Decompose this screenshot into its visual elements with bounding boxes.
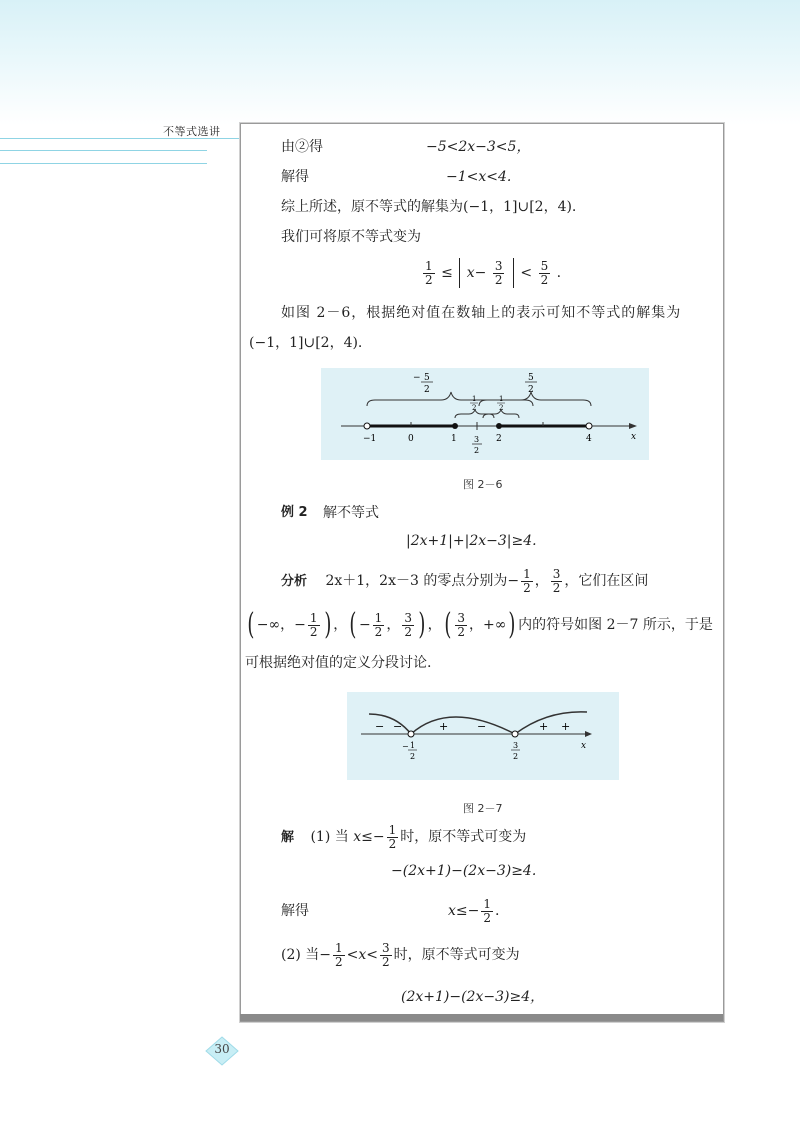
fraction-numerator: 5 (528, 373, 534, 383)
fraction-denominator: 2 (474, 446, 480, 455)
fraction: $\frac{1}{2}$ (335, 940, 343, 969)
open-point (408, 731, 414, 737)
text-line: 综上所述，原不等式的解集为(−1，1]∪[2，4). (281, 199, 577, 215)
interval-line: ( −∞，− $\frac{1}{2}$ ) ，( − $\frac{1}{2}$ ， $\frac{3}{2}$ ) ，( $\frac{3}{2}$ ，+∞) 内的符号如图 2－7 所示，于是 (247, 607, 713, 642)
tick-label: −1 (363, 434, 377, 444)
example-label: 例 2 (281, 505, 308, 520)
panel-bottom-bar (240, 1014, 723, 1021)
fraction: $\frac{3}{2}$ (404, 610, 412, 639)
sign-chart-diagram (347, 692, 619, 780)
abs-bar (459, 258, 460, 288)
tick-label: 0 (408, 434, 414, 444)
section-header: 不等式选讲 (163, 125, 221, 138)
number-line-diagram (321, 368, 649, 460)
fraction: $\frac{1}{2}$ (309, 610, 318, 639)
figure-2-6 (321, 368, 649, 460)
axis-arrow (585, 731, 592, 737)
fraction: $\frac{1}{2}$ (523, 566, 531, 595)
fraction-numerator: 1 (499, 395, 504, 403)
fraction: $\frac{3}{2}$ (382, 940, 390, 969)
open-point (364, 423, 370, 429)
math-expression: (2x+1)−(2x−3)≥4， (401, 989, 545, 1005)
open-point (586, 423, 592, 429)
fraction: $\frac{3}{2}$ (494, 258, 503, 287)
abs-bar (513, 258, 514, 288)
fraction-denominator: 2 (472, 404, 477, 412)
figure-caption: 图 2－6 (463, 478, 503, 491)
header-rule (0, 138, 240, 139)
text-line: 解得 (281, 169, 309, 185)
fraction: $\frac{3}{2}$ (457, 610, 466, 639)
fraction-sign: − (402, 742, 409, 751)
solution-line: 解 (1) 当 x≤− $\frac{1}{2}$ 时，原不等式可变为 (281, 822, 527, 851)
open-point (512, 731, 518, 737)
text-line: 可根据绝对值的定义分段讨论. (245, 655, 432, 671)
brace-right (479, 392, 591, 406)
sign-label: + (539, 720, 549, 733)
math-expression: −(2x+1)−(2x−3)≥4. (391, 863, 537, 879)
display-equation: $\frac{1}{2}$ ≤ x− $\frac{3}{2}$ < $\frac{5}{2}$ . (425, 258, 562, 287)
closed-point (496, 423, 502, 429)
text-line: 由②得 (281, 139, 323, 155)
fraction-denominator: 2 (528, 385, 534, 395)
fraction-numerator: 1 (410, 741, 416, 750)
figure-2-7 (347, 692, 619, 780)
fraction-denominator: 2 (424, 385, 430, 395)
analysis-line: 分析 2x＋1，2x－3 的零点分别为− $\frac{1}{2}$ ， $\frac{3}{2}$ ，它们在区间 (281, 566, 649, 595)
text-line: 我们可将原不等式变为 (281, 229, 421, 245)
sign-label: + (561, 720, 571, 733)
axis-label: x (631, 432, 637, 442)
fraction: $\frac{5}{2}$ (540, 258, 549, 287)
closed-point (452, 423, 458, 429)
tick-label: 2 (496, 434, 502, 444)
content-panel (240, 123, 724, 1022)
sign-label: − (375, 720, 385, 733)
header-rule (0, 163, 207, 164)
sign-label: − (393, 720, 403, 733)
fraction-denominator: 2 (410, 752, 416, 761)
axis-label: x (581, 741, 587, 751)
fraction: $\frac{1}{2}$ (374, 610, 383, 639)
page-number: 30 (214, 1042, 230, 1056)
math-expression: −1<x<4. (446, 169, 512, 185)
header-rule (0, 150, 207, 151)
solution-line: (2) 当− $\frac{1}{2}$ <x< $\frac{3}{2}$ 时，原不等式可变为 (281, 940, 520, 969)
math-expression: |2x+1|+|2x−3|≥4. (406, 533, 537, 549)
fraction-numerator: 3 (474, 435, 480, 444)
fraction-sign: − (413, 373, 421, 383)
fraction-numerator: 3 (513, 741, 519, 750)
fraction-denominator: 2 (513, 752, 519, 761)
fraction: $\frac{3}{2}$ (552, 566, 561, 595)
sign-label: − (477, 720, 487, 733)
figure-caption: 图 2－7 (463, 802, 503, 815)
fraction-denominator: 2 (499, 404, 504, 412)
fraction: $\frac{1}{2}$ (483, 896, 491, 925)
sign-curve (411, 717, 515, 734)
axis-arrow (629, 423, 637, 429)
math-expression: −5<2x−3<5， (426, 139, 531, 155)
text-line: 如图 2－6，根据绝对值在数轴上的表示可知不等式的解集为 (281, 305, 682, 321)
text-line: 解得 (281, 903, 309, 919)
fraction: $\frac{1}{2}$ (425, 258, 433, 287)
text-line: (−1，1]∪[2，4). (249, 335, 363, 351)
text-line: 解不等式 (323, 505, 379, 521)
fraction: $\frac{1}{2}$ (388, 822, 397, 851)
brace-left (367, 392, 533, 406)
math-expression: x≤− $\frac{1}{2}$ . (448, 896, 500, 925)
sign-curve (515, 712, 587, 734)
fraction-numerator: 5 (424, 373, 430, 383)
fraction-numerator: 1 (472, 395, 477, 403)
sign-label: + (439, 720, 449, 733)
tick-label: 1 (451, 434, 457, 444)
tick-label: 4 (586, 434, 592, 444)
